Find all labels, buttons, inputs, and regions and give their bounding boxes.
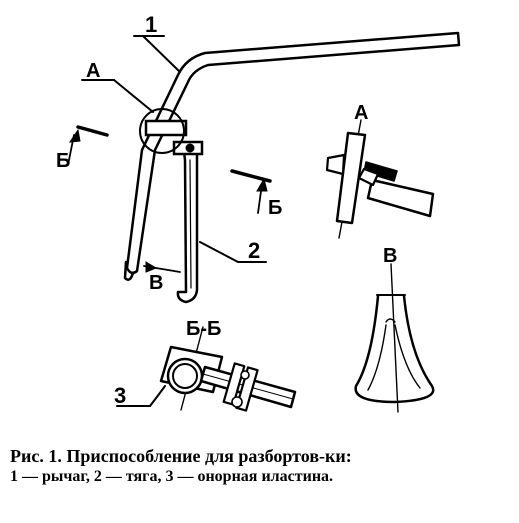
section-b-left-label: Б bbox=[56, 150, 71, 172]
detail-v bbox=[356, 264, 434, 412]
view-a-marker-label: А bbox=[86, 60, 101, 82]
section-b-b bbox=[161, 327, 295, 411]
callout-3-label: 3 bbox=[114, 383, 127, 408]
view-a-title: А bbox=[354, 102, 369, 124]
caption-legend: 1 — рычаг, 2 — тяга, 3 — онорная иластина. bbox=[10, 468, 334, 485]
callout-1-label: 1 bbox=[145, 12, 158, 37]
view-mark-v bbox=[144, 262, 180, 272]
section-mark-b-right bbox=[232, 171, 270, 213]
rod-part-2 bbox=[178, 152, 197, 302]
section-b-b-title: Б-Б bbox=[186, 318, 222, 340]
view-v-title: В bbox=[383, 245, 398, 267]
figure-caption bbox=[10, 447, 510, 487]
callout-2-label: 2 bbox=[248, 238, 261, 263]
lever-part-1 bbox=[125, 33, 459, 280]
detail-a bbox=[327, 120, 433, 238]
section-b-right-label: Б bbox=[268, 197, 283, 219]
caption-title: Рис. 1. Приспособление для разбортов-ки: bbox=[10, 446, 352, 466]
section-mark-b-left bbox=[68, 127, 107, 165]
view-v-marker-label: В bbox=[149, 272, 164, 294]
